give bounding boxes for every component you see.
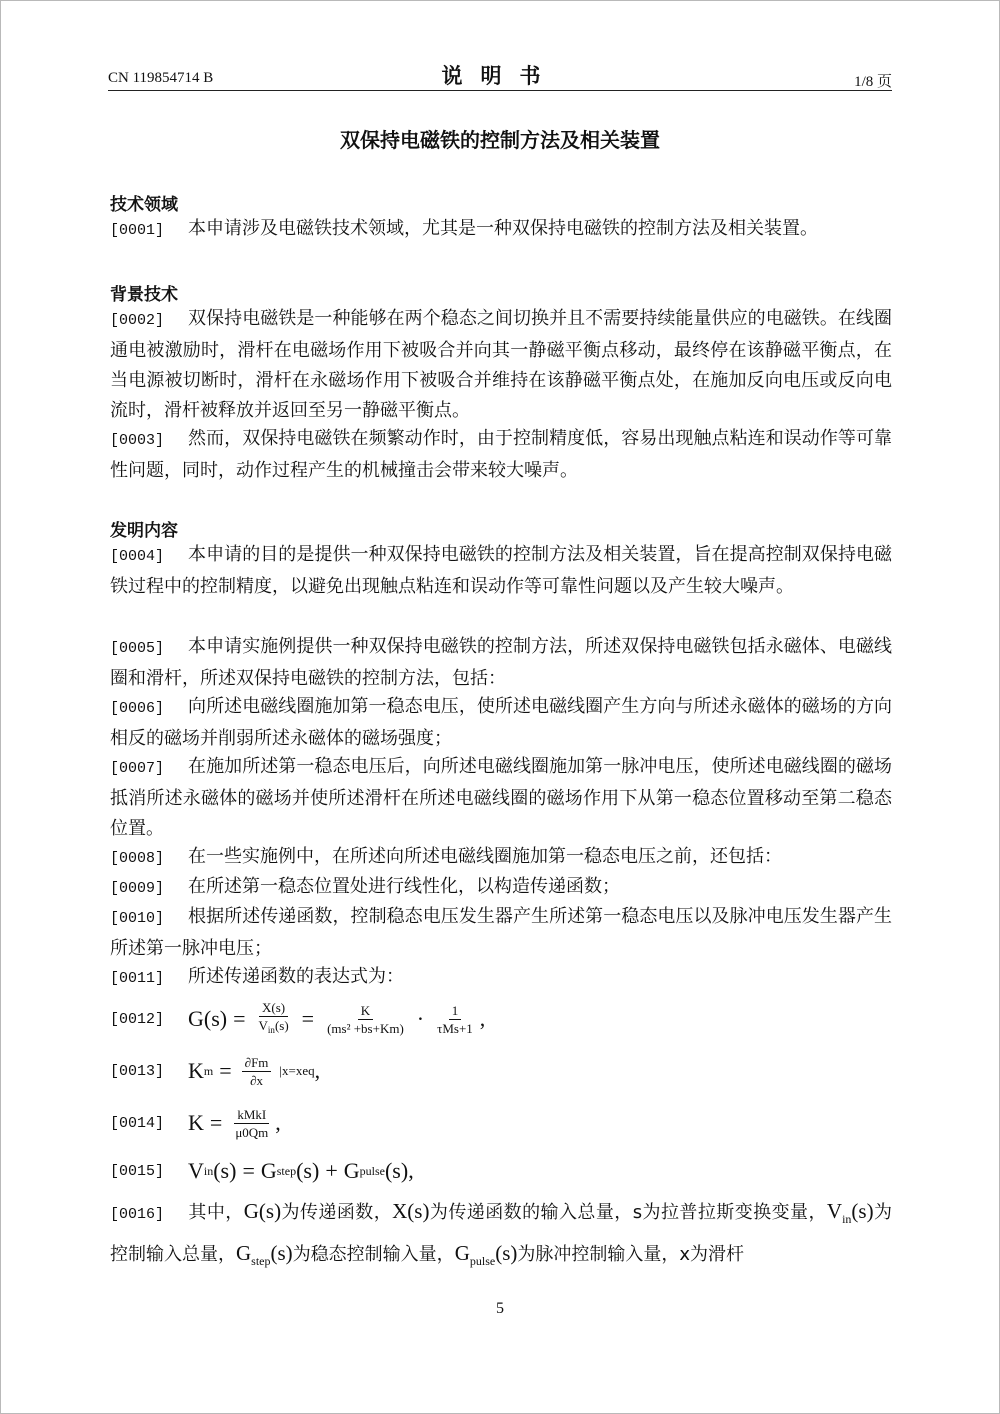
paragraph-0010 xyxy=(110,902,892,964)
equals-sign: = xyxy=(209,1110,223,1135)
paragraph-text: 向所述电磁线圈施加第一稳态电压，使所述电磁线圈产生方向与所述永磁体的磁场的方向相反的磁场并削弱所述永磁体的磁场强度； xyxy=(110,696,892,749)
math-subscript: pulse xyxy=(469,1254,496,1268)
page-number: 5 xyxy=(496,1300,504,1317)
term-step: G xyxy=(260,1158,277,1183)
denominator-base: V xyxy=(258,1018,268,1033)
math-arg: (s) xyxy=(851,1199,874,1223)
formula-number: [0015] xyxy=(110,1162,165,1180)
paragraph-number: [0016] xyxy=(110,1206,165,1223)
paragraph-text: 然而，双保持电磁铁在频繁动作时，由于控制精度低，容易出现触点粘连和误动作等可靠性问题，同时，动作过程产生的机械撞击会带来较大噪声。 xyxy=(110,428,892,481)
math-subscript: step xyxy=(251,1254,271,1268)
formula-tail: , xyxy=(314,1058,321,1083)
paragraph-text: 其中， xyxy=(188,1202,244,1223)
math-base: G xyxy=(454,1241,470,1265)
numerator: K xyxy=(358,1002,373,1020)
formula-tail: , xyxy=(275,1110,281,1135)
document-title: 双保持电磁铁的控制方法及相关装置 xyxy=(340,128,660,152)
math-base: G xyxy=(236,1241,252,1265)
paragraph-text: 为稳态控制输入量， xyxy=(292,1244,455,1265)
paragraph-0008 xyxy=(110,842,892,874)
formula-tail: , xyxy=(408,1158,414,1183)
equals-sign: = xyxy=(233,1006,246,1031)
math-lhs-subscript: m xyxy=(203,1063,214,1078)
paragraph-number: [0010] xyxy=(110,910,165,927)
plus-sign: + xyxy=(325,1158,338,1183)
formula-number: [0014] xyxy=(110,1114,165,1132)
transfer-function-equation xyxy=(188,999,485,1039)
paragraph-text: 为传递函数的输入总量，s为拉普拉斯变换变量， xyxy=(429,1202,827,1223)
fraction-gain xyxy=(232,1106,271,1141)
paragraph-number: [0008] xyxy=(110,850,165,867)
formula-0012 xyxy=(110,994,485,1044)
denominator-subscript: in xyxy=(267,1025,275,1035)
paragraph-0003 xyxy=(110,424,892,486)
section-heading-tech-field: 技术领域 xyxy=(110,195,178,215)
paragraph-text: 在施加所述第一稳态电压后，向所述电磁线圈施加第一脉冲电压，使所述电磁线圈的磁场抵消所述永磁体的磁场并使所述滑杆在所述电磁线圈的磁场作用下从第一稳态位置移动至第二稳态位置。 xyxy=(110,756,892,839)
inline-math-gpulse xyxy=(454,1241,518,1268)
math-lhs: G(s) xyxy=(188,1006,228,1031)
fraction-xs-over-vin xyxy=(256,999,292,1039)
fraction-k-over-polynomial xyxy=(324,1002,407,1037)
paragraph-number: [0009] xyxy=(110,880,165,897)
paragraph-number: [0002] xyxy=(110,312,165,329)
paragraph-text: 在所述第一稳态位置处进行线性化，以构造传递函数； xyxy=(188,876,620,897)
math-subscript: in xyxy=(842,1212,852,1226)
inline-math-vin xyxy=(826,1199,874,1226)
formula-0014 xyxy=(110,1098,281,1148)
paragraph-number: [0004] xyxy=(110,548,165,565)
term-pulse: G xyxy=(343,1158,360,1183)
denominator: (ms² +bs+Km) xyxy=(327,1020,404,1036)
numerator: X(s) xyxy=(259,999,288,1017)
inline-math-gs: G(s) xyxy=(243,1199,282,1223)
section-heading-background: 背景技术 xyxy=(110,285,178,305)
paragraph-number: [0001] xyxy=(110,222,165,239)
math-base: V xyxy=(826,1199,843,1223)
numerator: ∂Fm xyxy=(242,1054,272,1072)
numerator: 1 xyxy=(449,1002,462,1020)
section-heading-invention: 发明内容 xyxy=(110,521,178,541)
paragraph-text: 为控制输入总量， xyxy=(110,1202,893,1265)
denominator: μ0Qm xyxy=(235,1124,269,1140)
inline-math-gstep xyxy=(236,1241,293,1268)
formula-tail: , xyxy=(479,1006,486,1031)
math-lhs: K xyxy=(188,1058,204,1083)
paragraph-0007 xyxy=(110,752,892,844)
formula-number: [0013] xyxy=(110,1062,165,1080)
equals-sign: = xyxy=(301,1006,315,1031)
formula-0015 xyxy=(110,1146,414,1196)
math-lhs: V xyxy=(188,1158,204,1183)
paragraph-text: 双保持电磁铁是一种能够在两个稳态之间切换并且不需要持续能量供应的电磁铁。在线圈通电被激励时，滑杆在电磁场作用下被吸合并向其一静磁平衡点移动，最终停在该静磁平衡点，在当电源被切断时，滑杆在永磁场作用下被吸合并维持在该静磁平衡点处，在施加反向电压或反向电流时，滑杆被释放并返回至另一静磁平衡点。 xyxy=(110,308,892,421)
numerator: kMkI xyxy=(234,1106,269,1124)
paragraph-0011 xyxy=(110,962,892,994)
paragraph-number: [0007] xyxy=(110,760,165,777)
paragraph-0004 xyxy=(110,540,892,602)
math-arg: (s) xyxy=(495,1241,518,1265)
paragraph-number: [0003] xyxy=(110,432,165,449)
term-step-arg: (s) xyxy=(296,1158,320,1183)
math-lhs-subscript: in xyxy=(203,1163,214,1178)
inline-math-xs: X(s) xyxy=(392,1199,430,1223)
paragraph-text: 根据所述传递函数，控制稳态电压发生器产生所述第一稳态电压以及脉冲电压发生器产生所述第一脉冲电压； xyxy=(110,906,892,959)
k-equation xyxy=(188,1106,281,1141)
evaluation-point: |x=xeq xyxy=(279,1063,315,1078)
page-header xyxy=(108,60,892,91)
math-arg: (s) xyxy=(270,1241,293,1265)
paragraph-number: [0011] xyxy=(110,970,165,987)
km-equation xyxy=(188,1054,320,1089)
denominator: ∂x xyxy=(250,1072,263,1088)
paragraph-0002 xyxy=(110,304,892,426)
multiply-dot: · xyxy=(416,1006,425,1031)
fraction-partial-derivative xyxy=(242,1054,272,1089)
paragraph-text: 本申请实施例提供一种双保持电磁铁的控制方法，所述双保持电磁铁包括永磁体、电磁线圈和滑杆，所述双保持电磁铁的控制方法，包括： xyxy=(110,636,892,689)
paragraph-text: 为脉冲控制输入量，x为滑杆 xyxy=(517,1244,745,1265)
formula-number: [0012] xyxy=(110,1010,165,1028)
fraction-lag-term xyxy=(434,1002,476,1037)
paragraph-0001 xyxy=(110,214,892,246)
equals-sign: = xyxy=(219,1058,232,1083)
denominator xyxy=(256,1017,292,1039)
term-pulse-subscript: pulse xyxy=(359,1163,385,1178)
paragraph-number: [0005] xyxy=(110,640,165,657)
paragraph-text: 所述传递函数的表达式为： xyxy=(188,966,404,987)
paragraph-0006 xyxy=(110,692,892,754)
equals-sign: = xyxy=(242,1158,255,1183)
paragraph-text: 在一些实施例中，在所述向所述电磁线圈施加第一稳态电压之前，还包括： xyxy=(188,846,782,867)
paragraph-0009 xyxy=(110,872,892,904)
math-lhs: K xyxy=(188,1110,204,1135)
paragraph-0005 xyxy=(110,632,892,694)
paragraph-0016 xyxy=(110,1194,892,1278)
paragraph-text: 本申请涉及电磁铁技术领域，尤其是一种双保持电磁铁的控制方法及相关装置。 xyxy=(188,218,818,239)
page-counter: 1/8 页 xyxy=(854,74,892,90)
paragraph-text: 为传递函数， xyxy=(281,1202,393,1223)
term-step-subscript: step xyxy=(276,1163,297,1178)
denominator: τMs+1 xyxy=(437,1020,473,1036)
formula-0013 xyxy=(110,1046,320,1096)
paragraph-text: 本申请的目的是提供一种双保持电磁铁的控制方法及相关装置，旨在提高控制双保持电磁铁过程中的控制精度，以避免出现触点粘连和误动作等可靠性问题以及产生较大噪声。 xyxy=(110,544,892,597)
patent-number: CN 119854714 B xyxy=(108,70,214,86)
term-pulse-arg: (s) xyxy=(384,1158,409,1183)
paragraph-number: [0006] xyxy=(110,700,165,717)
header-section-title: 说明书 xyxy=(441,64,559,88)
vin-equation xyxy=(188,1158,414,1184)
denominator-arg: (s) xyxy=(274,1018,289,1033)
math-lhs-arg: (s) xyxy=(213,1158,237,1183)
